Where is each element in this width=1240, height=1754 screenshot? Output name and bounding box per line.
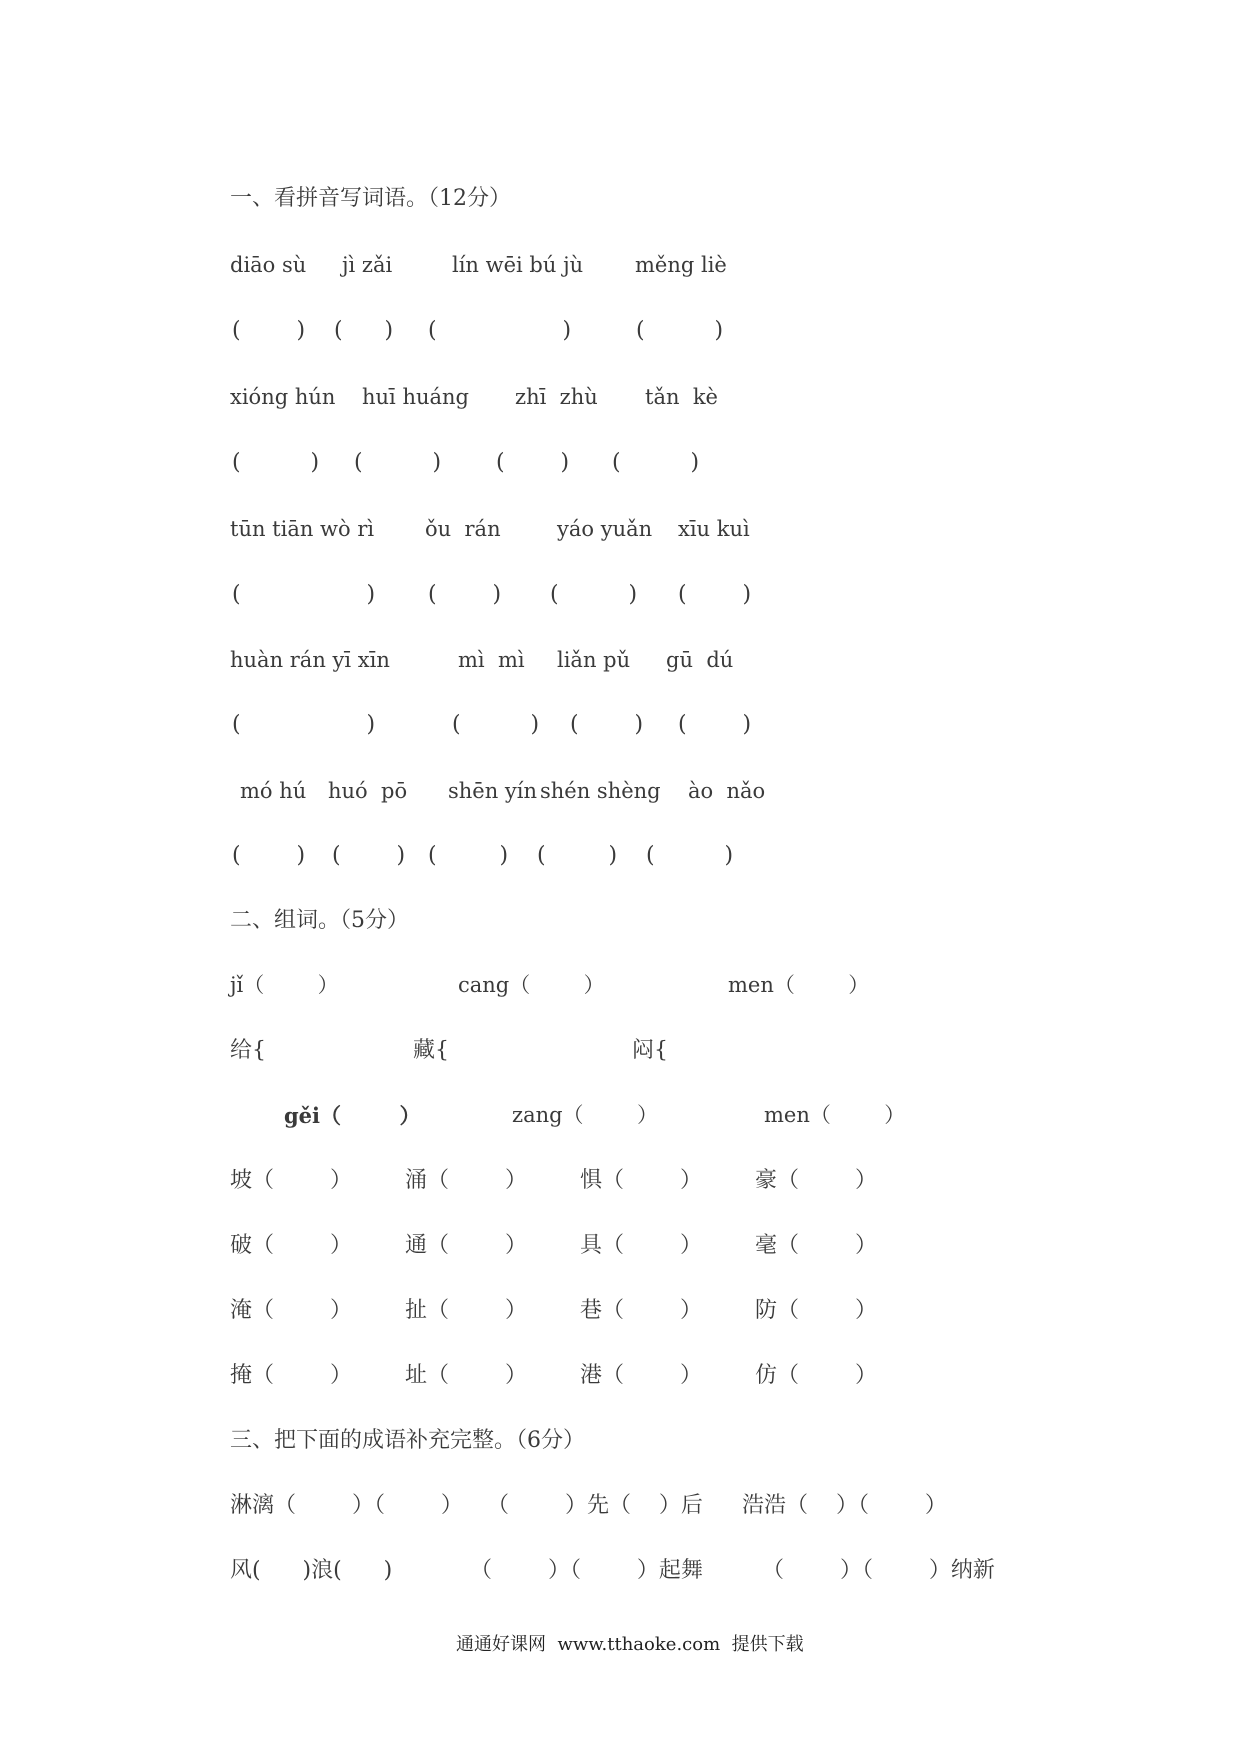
answer-blank[interactable]: ( )	[646, 843, 734, 868]
polyphone-char: 闷{	[632, 1038, 668, 1063]
section-1-title: 一、看拼音写词语。（12分）	[230, 186, 511, 211]
pinyin: lín wēi bú jù	[452, 253, 584, 277]
polyphone-char: 藏{	[413, 1038, 449, 1063]
pinyin: mó hú	[240, 779, 307, 803]
footer-credit: 通通好课网 www.tthaoke.com 提供下载	[456, 1634, 804, 1655]
word-group-item[interactable]: 通（ ）	[405, 1233, 527, 1258]
polyphone-reading: men（ ）	[764, 1103, 906, 1127]
answer-blank[interactable]: ( )	[550, 582, 638, 607]
answer-blank[interactable]: ( )	[428, 582, 502, 607]
idiom-item[interactable]: （ ）先（ ）后	[487, 1493, 703, 1518]
pinyin: huó pō	[328, 779, 408, 803]
answer-blank[interactable]: ( )	[636, 318, 724, 343]
answer-blank[interactable]: ( )	[678, 582, 752, 607]
polyphone-reading: men（ ）	[728, 973, 870, 997]
pinyin: jì zǎi	[342, 253, 393, 277]
answer-blank[interactable]: ( )	[678, 712, 752, 737]
polyphone-reading: zang（ ）	[512, 1103, 658, 1127]
pinyin: tǎn kè	[645, 385, 718, 409]
idiom-item[interactable]: （ ）（ ）纳新	[762, 1558, 995, 1583]
word-group-item[interactable]: 仿（ ）	[755, 1363, 877, 1388]
pinyin: mì mì	[458, 648, 525, 672]
pinyin: huàn rán yī xīn	[230, 648, 390, 672]
idiom-item[interactable]: 淋漓（ ）（ ）	[230, 1493, 463, 1518]
word-group-item[interactable]: 涌（ ）	[405, 1168, 527, 1193]
pinyin: shén shèng	[540, 779, 661, 803]
pinyin: yáo yuǎn	[557, 517, 653, 541]
word-group-item[interactable]: 防（ ）	[755, 1298, 877, 1323]
pinyin: ào nǎo	[688, 779, 766, 803]
answer-blank[interactable]: ( )	[537, 843, 618, 868]
idiom-item[interactable]: （ ）（ ）起舞	[470, 1558, 703, 1583]
pinyin: huī huáng	[362, 385, 469, 409]
polyphone-reading: jǐ（ ）	[230, 973, 339, 997]
pinyin: zhī zhù	[515, 385, 598, 409]
word-group-item[interactable]: 掩（ ）	[230, 1363, 352, 1388]
answer-blank[interactable]: ( )	[496, 450, 570, 475]
polyphone-reading: gěi（ ）	[284, 1103, 421, 1128]
answer-blank[interactable]: ( )	[232, 450, 320, 475]
answer-blank[interactable]: ( )	[232, 843, 306, 868]
section-3-title: 三、把下面的成语补充完整。（6分）	[230, 1428, 585, 1453]
word-group-item[interactable]: 破（ ）	[230, 1233, 352, 1258]
word-group-item[interactable]: 惧（ ）	[580, 1168, 702, 1193]
word-group-item[interactable]: 扯（ ）	[405, 1298, 527, 1323]
section-2-title: 二、组词。（5分）	[230, 908, 409, 933]
answer-blank[interactable]: ( )	[570, 712, 644, 737]
pinyin: gū dú	[666, 648, 734, 672]
answer-blank[interactable]: ( )	[232, 318, 306, 343]
answer-blank[interactable]: ( )	[612, 450, 700, 475]
pinyin: xióng hún	[230, 385, 336, 409]
answer-blank[interactable]: ( )	[354, 450, 442, 475]
idiom-item[interactable]: 风( )浪( )	[230, 1558, 393, 1583]
word-group-item[interactable]: 港（ ）	[580, 1363, 702, 1388]
answer-blank[interactable]: ( )	[232, 712, 376, 737]
pinyin: tūn tiān wò rì	[230, 517, 375, 541]
word-group-item[interactable]: 址（ ）	[405, 1363, 527, 1388]
word-group-item[interactable]: 坡（ ）	[230, 1168, 352, 1193]
answer-blank[interactable]: ( )	[428, 318, 572, 343]
idiom-item[interactable]: 浩浩（ ）（ ）	[742, 1493, 947, 1518]
answer-blank[interactable]: ( )	[334, 318, 394, 343]
word-group-item[interactable]: 巷（ ）	[580, 1298, 702, 1323]
pinyin: měng liè	[635, 253, 727, 277]
pinyin: shēn yín	[448, 779, 538, 803]
answer-blank[interactable]: ( )	[232, 582, 376, 607]
pinyin: diāo sù	[230, 253, 307, 277]
polyphone-reading: cang（ ）	[458, 973, 605, 997]
polyphone-char: 给{	[230, 1038, 266, 1063]
word-group-item[interactable]: 具（ ）	[580, 1233, 702, 1258]
word-group-item[interactable]: 淹（ ）	[230, 1298, 352, 1323]
answer-blank[interactable]: ( )	[428, 843, 509, 868]
pinyin: ǒu rán	[425, 517, 501, 541]
pinyin: liǎn pǔ	[557, 648, 631, 672]
answer-blank[interactable]: ( )	[452, 712, 540, 737]
answer-blank[interactable]: ( )	[332, 843, 406, 868]
word-group-item[interactable]: 毫（ ）	[755, 1233, 877, 1258]
pinyin: xīu kuì	[678, 517, 750, 541]
word-group-item[interactable]: 豪（ ）	[755, 1168, 877, 1193]
